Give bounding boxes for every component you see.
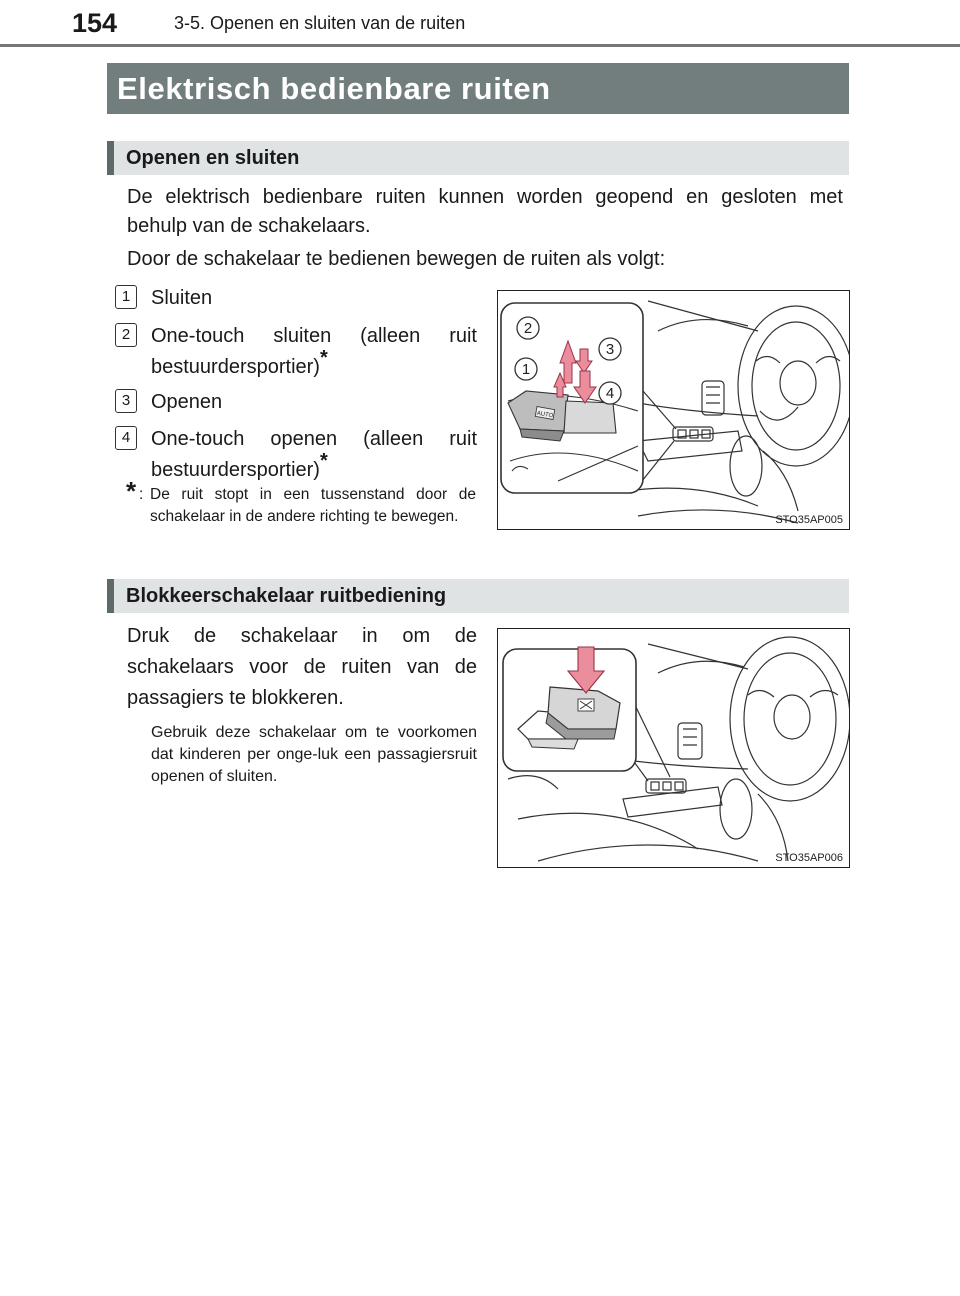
footnote-text: De ruit stopt in een tussenstand door de schakelaar in de andere richting te bewegen. bbox=[150, 486, 476, 525]
footnote-colon: : bbox=[139, 486, 144, 503]
callout-3: 3 bbox=[605, 341, 615, 358]
callout-4: 4 bbox=[605, 385, 615, 402]
asterisk-mark: * bbox=[319, 450, 328, 472]
list-item-text: Sluiten bbox=[151, 287, 213, 309]
callout-1: 1 bbox=[521, 361, 531, 378]
asterisk-mark: * bbox=[319, 347, 328, 369]
subheading-lock-switch: Blokkeerschakelaar ruitbediening bbox=[107, 579, 849, 613]
footnote-asterisk: * bbox=[126, 476, 137, 506]
lock-instruction: Druk de schakelaar in om de schakelaars voor de ruiten van de passagiers te blokkeren. bbox=[127, 625, 477, 709]
number-badge: 3 bbox=[115, 389, 137, 413]
list-item-text: One-touch openen (alleen ruit bestuurdersportier)* bbox=[151, 428, 477, 481]
lock-switch-illustration bbox=[498, 629, 849, 867]
header-divider bbox=[0, 44, 960, 47]
intro-paragraph: De elektrisch bedienbare ruiten kunnen worden geopend en gesloten met behulp van de schakelaars. bbox=[127, 186, 843, 237]
list-item-text: One-touch sluiten (alleen ruit bestuurdersportier)* bbox=[151, 325, 477, 378]
switch-auto-label: AUTO bbox=[536, 410, 554, 420]
window-switch-figure bbox=[497, 290, 850, 530]
window-switch-illustration bbox=[498, 291, 849, 529]
chapter-title: 3-5. Openen en sluiten van de ruiten bbox=[174, 13, 466, 33]
lock-switch-figure bbox=[497, 628, 850, 868]
section-title: Elektrisch bedienbare ruiten bbox=[107, 63, 849, 114]
lock-note: Gebruik deze schakelaar om te voorkomen dat kinderen per onge-luk een passagiersruit openen of sluiten. bbox=[151, 724, 477, 785]
number-badge: 2 bbox=[115, 323, 137, 347]
page-number: 154 bbox=[72, 8, 118, 38]
list-item-text: Openen bbox=[151, 391, 223, 413]
number-badge: 4 bbox=[115, 426, 137, 450]
figure-code: STO35AP005 bbox=[775, 514, 843, 526]
figure-code: STO35AP006 bbox=[775, 852, 843, 864]
number-badge: 1 bbox=[115, 285, 137, 309]
callout-2: 2 bbox=[523, 320, 533, 337]
subheading-opening-closing: Openen en sluiten bbox=[107, 141, 849, 175]
intro-paragraph-2: Door de schakelaar te bedienen bewegen de ruiten als volgt: bbox=[127, 248, 666, 270]
